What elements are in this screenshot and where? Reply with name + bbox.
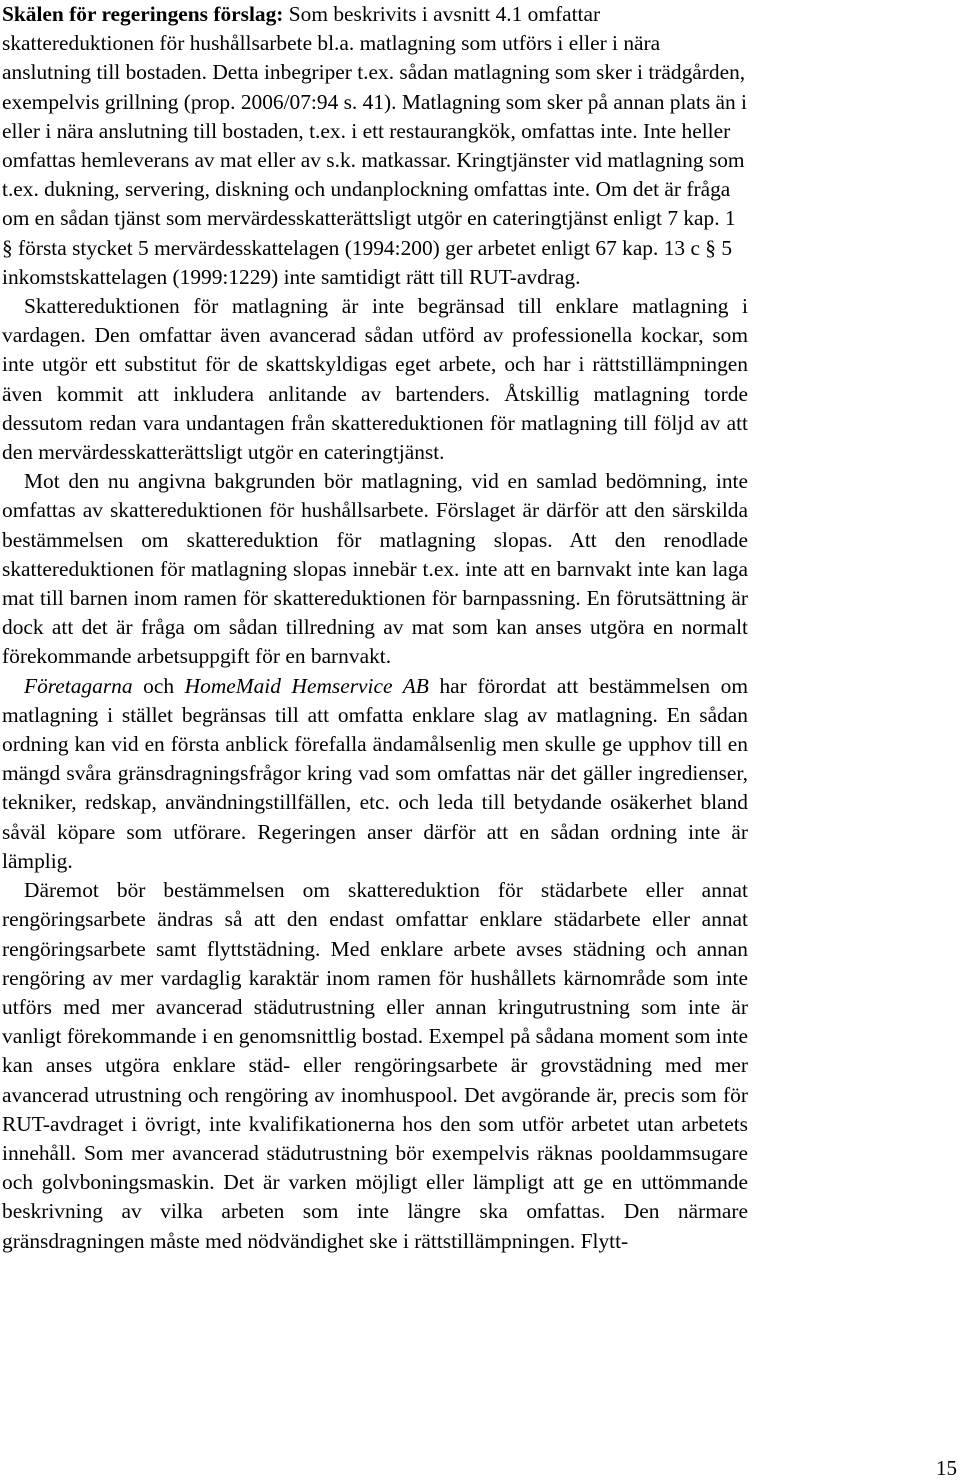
section-lead-heading: Skälen för regeringens förslag:	[2, 2, 284, 26]
paragraph-text: Som beskrivits i avsnitt 4.1 omfattar skattereduktionen för hushållsarbete bl.a. matlagning som utförs i eller i nära anslutning till bostaden. Detta inbegriper t.ex. sådan matlagning som sker i trädgården, exempelvis grillning (prop. 2006/07:94 s. 41). Matlagning som sker på annan plats än i eller i nära anslutning till bostaden, t.ex. i ett restaurangkök, omfattas inte. Inte heller omfattas hemleverans av mat eller av s.k. matkassar. Kringtjänster vid matlagning som t.ex. dukning, servering, diskning och undanplockning omfattas inte. Om det är fråga om en sådan tjänst som mervärdesskatterättsligt utgör en cateringtjänst enligt 7 kap. 1 § första stycket 5 mervärdesskattelagen (1994:200) ger arbetet enligt 67 kap. 13 c § 5 inkomstskattelagen (1999:1229) inte samtidigt rätt till RUT-avdrag.	[2, 2, 747, 289]
paragraph-proposal: Mot den nu angivna bakgrunden bör matlagning, vid en samlad bedömning, inte omfattas av skattereduktionen för hushållsarbete. Förslaget är därför att den särskilda bestämmelsen om skattereduktion för matlagning slopas. Att den renodlade skattereduktionen för matlagning slopas innebär t.ex. inte att en barnvakt inte kan laga mat till barnen inom ramen för skattereduktionen för barnpassning. En förutsättning är dock att det är fråga om sådan tillredning av mat som kan anses utgöra en normalt förekommande arbetsuppgift för en barnvakt.	[2, 469, 748, 669]
body-text	[2, 0, 748, 1256]
paragraph-cleaning: Däremot bör bestämmelsen om skattereduktion för städarbete eller annat rengöringsarbete ändras så att den endast omfattar enklare städarbete eller annat rengöringsarbete samt flyttstädning. Med enklare arbete avses städning och annan rengöring av mer vardaglig karaktär inom ramen för hushållets kärnområde som inte utförs med mer avancerad städutrustning eller annan kringutrustning som inte är vanligt förekommande i en genomsnittlig bostad. Exempel på sådana moment som inte kan anses utgöra enklare städ- eller rengöringsarbete är grovstädning med mer avancerad utrustning och rengöring av inomhuspool. Det avgörande är, precis som för RUT-avdraget i övrigt, inte kvalifikationerna hos den som utför arbetet utan arbetets innehåll. Som mer avancerad städutrustning bör exempelvis räknas pooldammsugare och golvboningsmaskin. Det är varken möjligt eller lämpligt att ge en uttömmande beskrivning av vilka arbeten som inte längre ska omfattas. Den närmare gränsdragningen måste med nödvändighet ske i rättstillämpningen. Flytt-	[2, 878, 748, 1253]
paragraph-referral-bodies	[2, 672, 748, 876]
page-number: 15	[936, 1456, 957, 1480]
organization-name: Företagarna	[24, 673, 133, 698]
paragraph-scope: Skattereduktionen för matlagning är inte begränsad till enklare matlagning i vardagen. Den omfattar även avancerad sådan utförd av professionella kockar, som inte utgör ett substitut för de skattskyldigas eget arbete, och har i rättstillämpningen även kommit att inkludera anlitande av bartenders. Åtskillig matlagning torde dessutom redan vara undantagen från skattereduktionen för matlagning till följd av att den mervärdesskatterättsligt utgör en cateringtjänst.	[2, 294, 748, 465]
paragraph-text: har förordat att bestämmelsen om matlagning i stället begränsas till att omfatta enklare slag av matlagning. En sådan ordning kan vid en första anblick förefalla ändamålsenlig men skulle ge upphov till en mängd svåra gränsdragningsfrågor kring vad som omfattas när det gäller ingredienser, tekniker, redskap, användningstillfällen, etc. och leda till betydande osäkerhet bland såväl köpare som utförare. Regeringen anser därför att en sådan ordning inte är lämplig.	[2, 673, 749, 873]
paragraph-reasons	[2, 0, 748, 292]
conjunction-text: och	[143, 673, 175, 698]
organization-name: HomeMaid Hemservice AB	[184, 673, 429, 698]
